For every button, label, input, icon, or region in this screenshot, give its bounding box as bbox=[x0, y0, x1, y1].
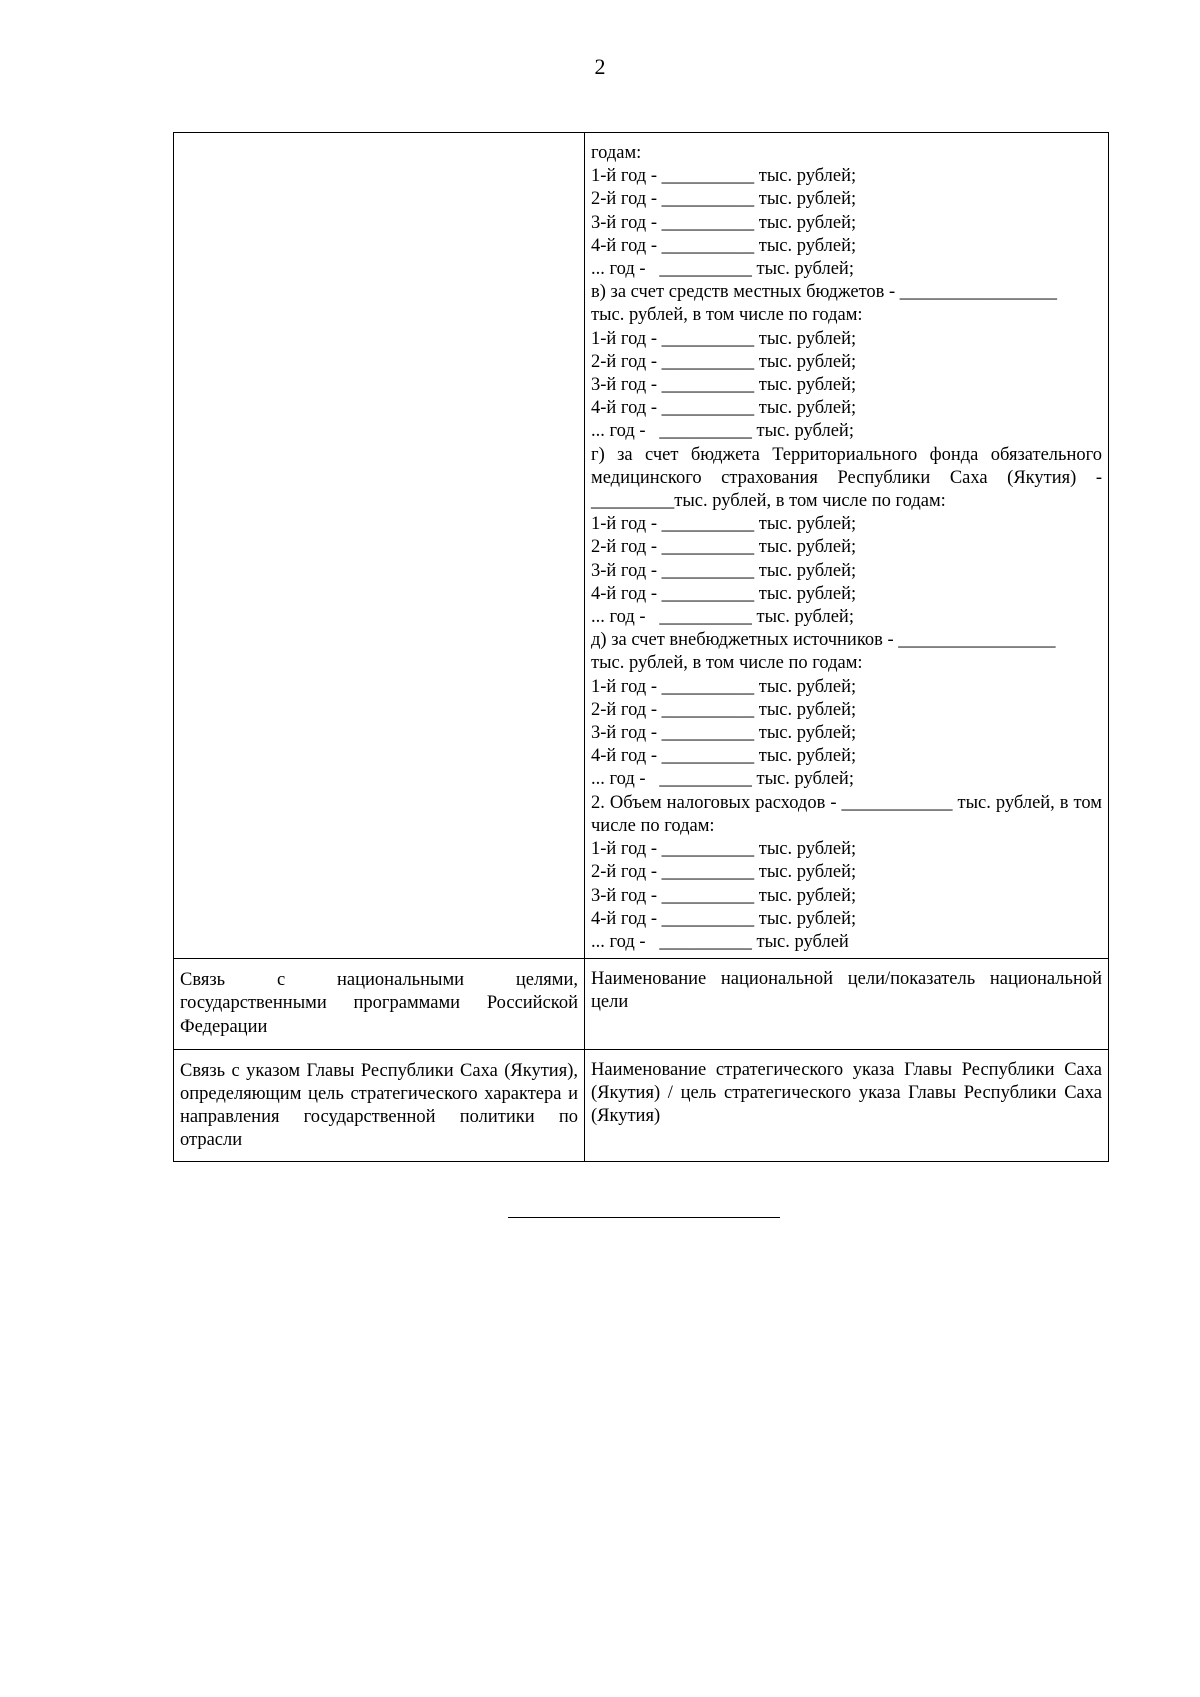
funding-line: ... год - __________ тыс. рублей; bbox=[591, 607, 854, 628]
funding-line: 1-й год - __________ тыс. рублей; bbox=[591, 166, 857, 187]
funding-line: 3-й год - __________ тыс. рублей; bbox=[591, 212, 857, 233]
passport-table bbox=[173, 132, 1109, 1162]
funding-lines-local bbox=[591, 304, 1102, 443]
funding-line: ... год - __________ тыс. рублей; bbox=[591, 421, 854, 442]
funding-line: годам: bbox=[591, 143, 642, 163]
funding-line: 3-й год - __________ тыс. рублей; bbox=[591, 723, 857, 744]
funding-lines-extra bbox=[591, 652, 1102, 791]
national-goals-row bbox=[174, 959, 1109, 1050]
end-rule bbox=[508, 1217, 780, 1218]
funding-lines-top bbox=[591, 142, 1102, 281]
funding-line: 3-й год - __________ тыс. рублей; bbox=[591, 375, 857, 396]
funding-label-cell bbox=[174, 133, 585, 959]
funding-line: 2-й год - __________ тыс. рублей; bbox=[591, 862, 857, 883]
funding-line: 4-й год - __________ тыс. рублей; bbox=[591, 398, 857, 419]
head-decree-row bbox=[174, 1049, 1109, 1161]
funding-line: 1-й год - __________ тыс. рублей; bbox=[591, 839, 857, 860]
funding-value-cell bbox=[585, 133, 1109, 959]
funding-row bbox=[174, 133, 1109, 959]
funding-line: 2-й год - __________ тыс. рублей; bbox=[591, 537, 857, 558]
funding-line: 4-й год - __________ тыс. рублей; bbox=[591, 908, 857, 929]
funding-line: 3-й год - __________ тыс. рублей; bbox=[591, 885, 857, 906]
national-goals-label: Связь с национальными целями, государственными программами Российской Федерации bbox=[174, 959, 585, 1050]
funding-line: 1-й год - __________ тыс. рублей; bbox=[591, 514, 857, 535]
funding-lines-tax bbox=[591, 838, 1102, 954]
funding-line: тыс. рублей, в том числе по годам: bbox=[591, 305, 863, 326]
funding-lines-tfoms bbox=[591, 513, 1102, 629]
funding-line: ... год - __________ тыс. рублей bbox=[591, 931, 849, 952]
tax-expenditures-heading: 2. Объем налоговых расходов - ____________ тыс. рублей, в том числе по годам: bbox=[591, 792, 1102, 836]
funding-line: 4-й год - __________ тыс. рублей; bbox=[591, 235, 857, 256]
funding-line: 3-й год - __________ тыс. рублей; bbox=[591, 560, 857, 581]
national-goals-value: Наименование национальной цели/показатель национальной цели bbox=[585, 959, 1109, 1050]
funding-line: 1-й год - __________ тыс. рублей; bbox=[591, 328, 857, 349]
extrabudgetary-heading: д) за счет внебюджетных источников - _________________ bbox=[591, 630, 1056, 651]
funding-line: 2-й год - __________ тыс. рублей; bbox=[591, 189, 857, 210]
page-number: 2 bbox=[594, 54, 606, 79]
funding-line: ... год - __________ тыс. рублей; bbox=[591, 259, 854, 280]
funding-line: тыс. рублей, в том числе по годам: bbox=[591, 653, 863, 674]
head-decree-value: Наименование стратегического указа Главы Республики Саха (Якутия) / цель стратегического указа Главы Республики Саха (Якутия) bbox=[585, 1049, 1109, 1161]
tfoms-heading: г) за счет бюджета Территориального фонда обязательного медицинского страхования Республики Саха (Якутия) - _________тыс. рублей, в том числе по годам: bbox=[591, 444, 1102, 512]
funding-line: 2-й год - __________ тыс. рублей; bbox=[591, 351, 857, 372]
head-decree-label: Связь с указом Главы Республики Саха (Якутия), определяющим цель стратегического характера и направления государственной политики по отрасли bbox=[174, 1049, 585, 1161]
local-budgets-heading: в) за счет средств местных бюджетов - _________________ bbox=[591, 282, 1058, 303]
funding-line: 1-й год - __________ тыс. рублей; bbox=[591, 676, 857, 697]
funding-line: 4-й год - __________ тыс. рублей; bbox=[591, 583, 857, 604]
funding-line: ... год - __________ тыс. рублей; bbox=[591, 769, 854, 790]
funding-line: 4-й год - __________ тыс. рублей; bbox=[591, 746, 857, 767]
funding-line: 2-й год - __________ тыс. рублей; bbox=[591, 699, 857, 720]
